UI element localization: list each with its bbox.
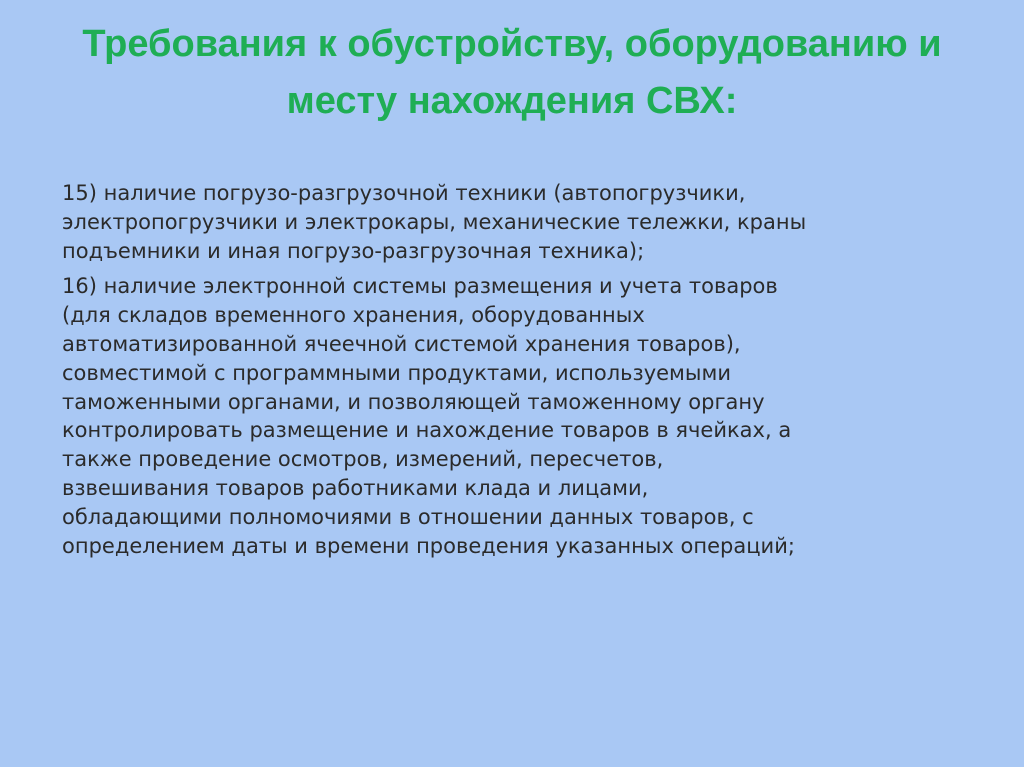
text-line: взвешивания товаров работниками клада и лицами, xyxy=(62,475,649,500)
text-line: (для складов временного хранения, оборудованных xyxy=(62,303,645,328)
text-line: 15) наличие погрузо-разгрузочной техники (автопогрузчики, xyxy=(62,181,746,205)
slide-title xyxy=(40,16,984,130)
text-line: обладающими полномочиями в отношении данных товаров, с xyxy=(62,504,754,529)
text-line: также проведение осмотров, измерений, пересчетов, xyxy=(62,447,664,472)
text-line: автоматизированной ячеечной системой хранения товаров), xyxy=(62,331,741,356)
slide-body xyxy=(62,179,992,567)
paragraph-item-15 xyxy=(62,179,992,265)
title-line-1: Требования к обустройству, оборудованию и xyxy=(82,23,942,65)
text-line: подъемники и иная погрузо-разгрузочная техника); xyxy=(62,238,645,263)
text-line: определением даты и времени проведения указанных операций; xyxy=(62,533,795,558)
title-line-2: месту нахождения СВХ: xyxy=(286,80,738,122)
paragraph-item-16 xyxy=(62,272,992,560)
text-line: совместимой с программными продуктами, используемыми xyxy=(62,360,731,385)
text-line: электропогрузчики и электрокары, механические тележки, краны xyxy=(62,209,807,234)
text-line: контролировать размещение и нахождение товаров в ячейках, а xyxy=(62,418,792,443)
text-line: таможенными органами, и позволяющей таможенному органу xyxy=(62,389,765,414)
text-line: 16) наличие электронной системы размещения и учета товаров xyxy=(62,274,778,299)
